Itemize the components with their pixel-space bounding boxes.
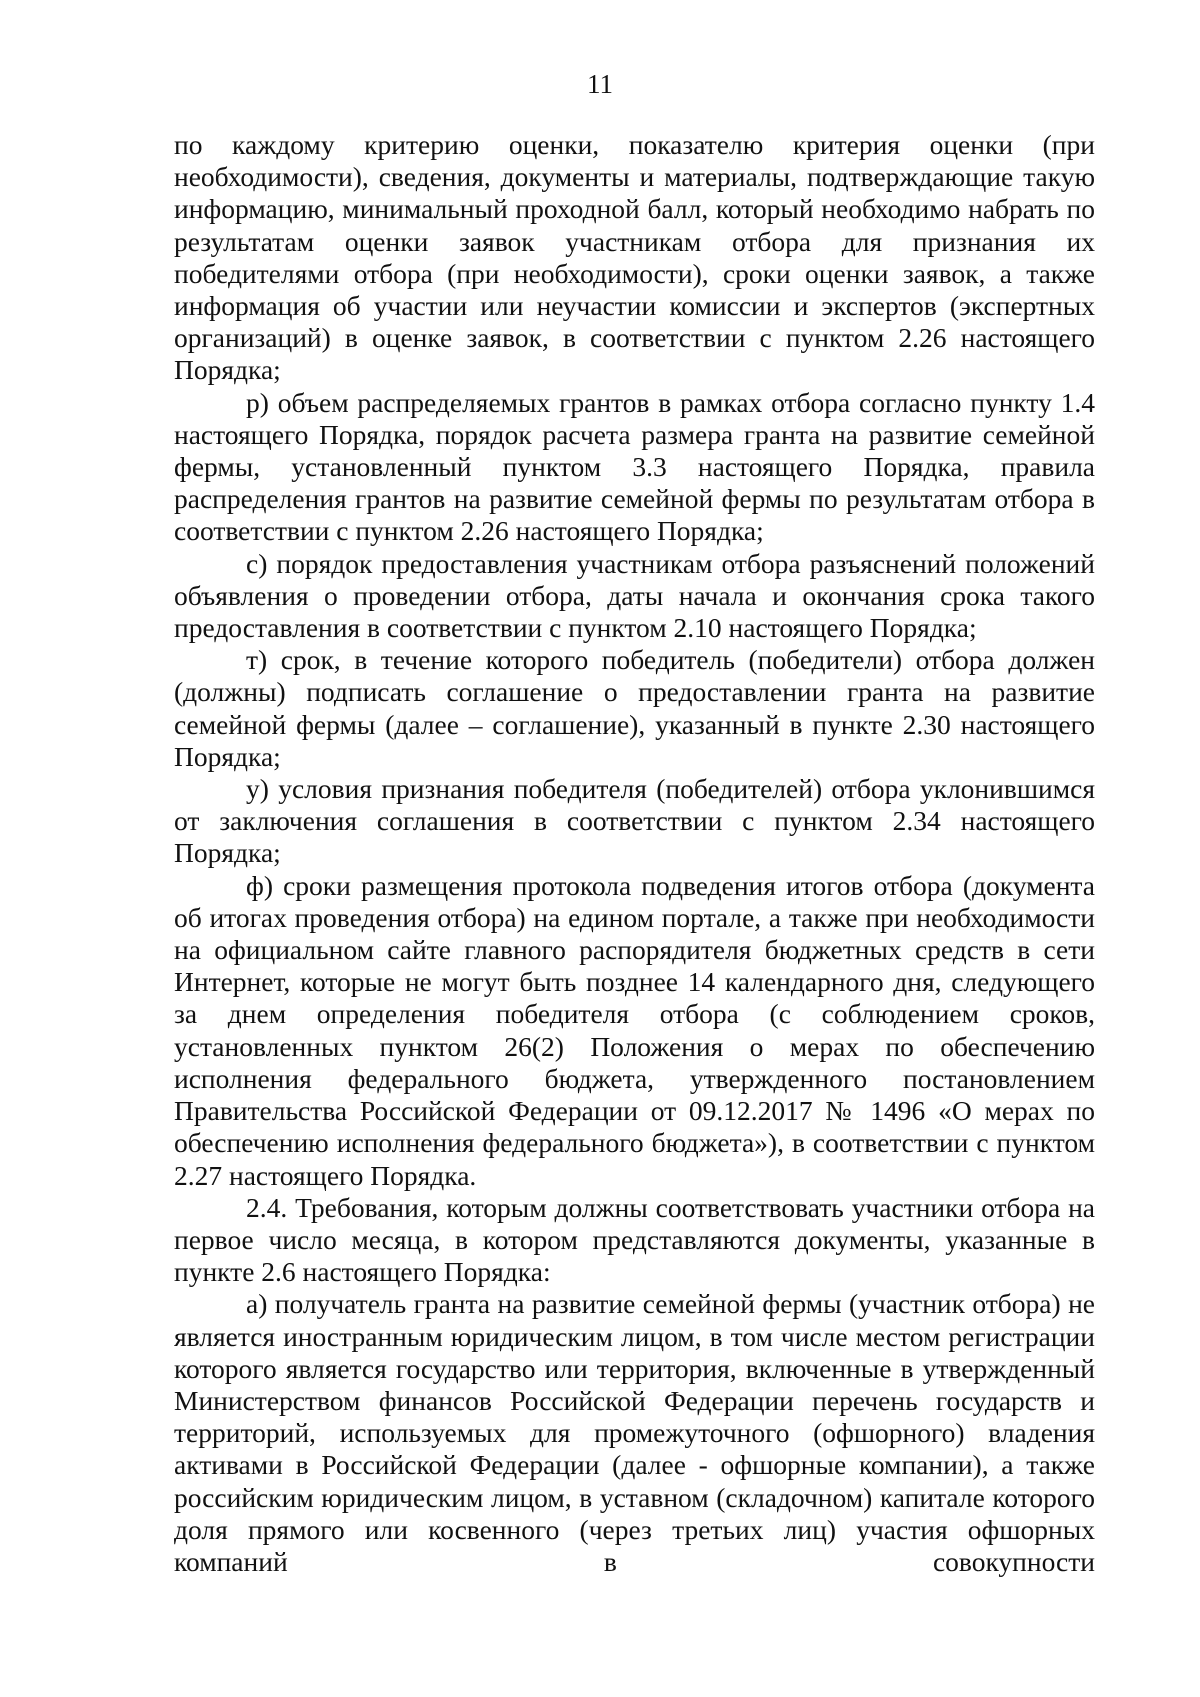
page-number: 11 [587,69,613,99]
paragraph-item-s: с) порядок предоставления участникам отбора разъяснений положений объявления о проведении отбора, даты начала и окончания срока такого предоставления в соответствии с пунктом 2.10 настоящего Порядка; [174,547,1095,644]
paragraph-item-a: а) получатель гранта на развитие семейной фермы (участник отбора) не является иностранным юридическим лицом, в том числе местом регистрации которого является государство или территория, включенные в утвержденный Министерством финансов Российской Федерации перечень государств и территорий, используемых для промежуточного (офшорного) владения активами в Российской Федерации (далее - офшорные компании), а также российским юридическим лицом, в уставном (складочном) капитале которого доля прямого или косвенного (через третьих лиц) участия офшорных компаний в совокупности [174,1288,1095,1577]
paragraph-section-2-4: 2.4. Требования, которым должны соответствовать участники отбора на первое число месяца, в котором представляются документы, указанные в пункте 2.6 настоящего Порядка: [174,1191,1095,1288]
paragraph-item-f: ф) сроки размещения протокола подведения итогов отбора (документа об итогах проведения отбора) на едином портале, а также при необходимости на официальном сайте главного распорядителя бюджетных средств в сети Интернет, которые не могут быть позднее 14 календарного дня, следующего за днем определения победителя отбора (с соблюдением сроков, установленных пунктом 26(2) Положения о мерах по обеспечению исполнения федерального бюджета, утвержденного постановлением Правительства Российской Федерации от 09.12.2017 № 1496 «О мерах по обеспечению исполнения федерального бюджета»), в соответствии с пунктом 2.27 настоящего Порядка. [174,869,1095,1191]
paragraph-item-r: р) объем распределяемых грантов в рамках отбора согласно пункту 1.4 настоящего Порядка, порядок расчета размера гранта на развитие семейной фермы, установленный пунктом 3.3 настоящего Порядка, правила распределения грантов на развитие семейной фермы по результатам отбора в соответствии с пунктом 2.26 настоящего Порядка; [174,386,1095,547]
document-body [174,129,1095,1578]
paragraph-continuation: по каждому критерию оценки, показателю критерия оценки (при необходимости), сведения, документы и материалы, подтверждающие такую информацию, минимальный проходной балл, который необходимо набрать по результатам оценки заявок участникам отбора для признания их победителями отбора (при необходимости), сроки оценки заявок, а также информация об участии или неучастии комиссии и экспертов (экспертных организаций) в оценке заявок, в соответствии с пунктом 2.26 настоящего Порядка; [174,129,1095,386]
paragraph-item-t: т) срок, в течение которого победитель (победители) отбора должен (должны) подписать соглашение о предоставлении гранта на развитие семейной фермы (далее – соглашение), указанный в пункте 2.30 настоящего Порядка; [174,644,1095,772]
paragraph-item-u: у) условия признания победителя (победителей) отбора уклонившимся от заключения соглашения в соответствии с пунктом 2.34 настоящего Порядка; [174,773,1095,869]
